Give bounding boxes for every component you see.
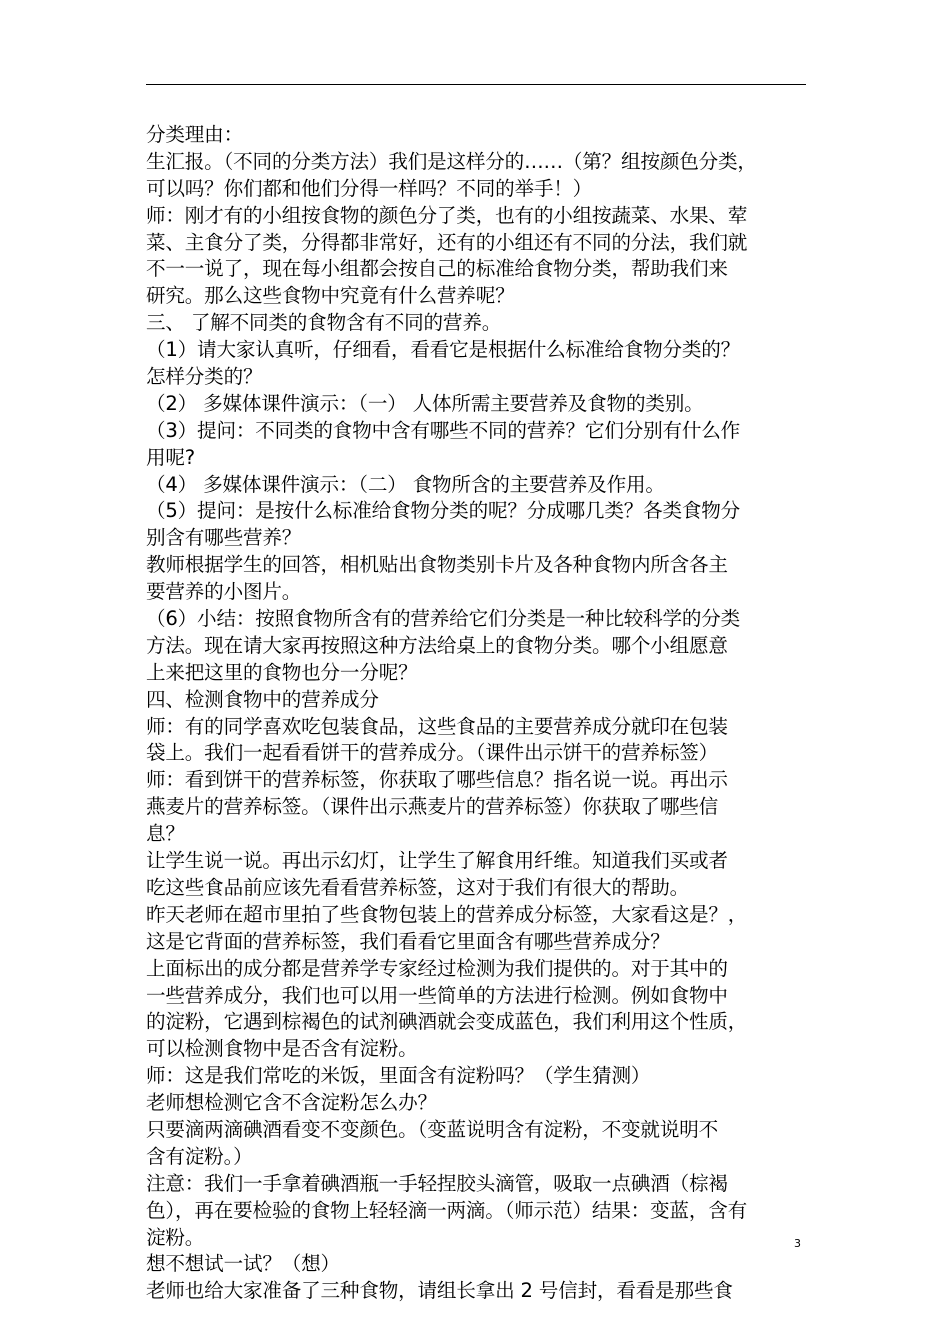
text-line: 师：看到饼干的营养标签，你获取了哪些信息？指名说一说。再出示 xyxy=(146,768,728,792)
text-line: 袋上。我们一起看看饼干的营养成分。（课件出示饼干的营养标签） xyxy=(146,741,719,765)
section-heading: 四、检测食物中的营养成分 xyxy=(146,687,379,711)
text-line: 方法。现在请大家再按照这种方法给桌上的食物分类。哪个小组愿意 xyxy=(146,633,728,657)
text-line: 淀粉。 xyxy=(146,1225,205,1249)
text-line: 让学生说一说。再出示幻灯，让学生了解食用纤维。知道我们买或者 xyxy=(146,849,728,873)
text-line: 上来把这里的食物也分一分呢？ xyxy=(146,660,418,684)
text-line: 生汇报。（不同的分类方法）我们是这样分的……（第？组按颜色分类， xyxy=(146,149,757,173)
text-line: 想不想试一试？（想） xyxy=(146,1252,340,1276)
text-line: （5）提问：是按什么标准给食物分类的呢？分成哪几类？各类食物分 xyxy=(146,499,741,523)
text-line: （2） 多媒体课件演示：（一） 人体所需主要营养及食物的类别。 xyxy=(146,391,704,415)
page-number: 3 xyxy=(794,1237,801,1250)
text-line: 上面标出的成分都是营养学专家经过检测为我们提供的。对于其中的 xyxy=(146,956,728,980)
text-line: 含有淀粉。） xyxy=(146,1144,253,1168)
text-line: 用呢? xyxy=(146,445,195,469)
header-rule xyxy=(146,84,806,85)
text-line: 分类理由： xyxy=(146,123,243,146)
text-line: 教师根据学生的回答，相机贴出食物类别卡片及各种食物内所含各主 xyxy=(146,553,728,577)
text-line: 息？ xyxy=(146,822,185,846)
text-line: 注意：我们一手拿着碘酒瓶一手轻捏胶头滴管，吸取一点碘酒（棕褐 xyxy=(146,1171,728,1195)
text-line: 这是它背面的营养标签，我们看看它里面含有哪些营养成分？ xyxy=(146,929,670,953)
text-line: （3）提问：不同类的食物中含有哪些不同的营养？它们分别有什么作 xyxy=(146,418,741,442)
section-heading: 三、 了解不同类的食物含有不同的营养。 xyxy=(146,311,502,335)
text-line: 老师想检测它含不含淀粉怎么办？ xyxy=(146,1091,437,1115)
text-line: 要营养的小图片。 xyxy=(146,580,302,604)
body-text xyxy=(146,122,806,1305)
text-line: 燕麦片的营养标签。（课件出示燕麦片的营养标签）你获取了哪些信 xyxy=(146,795,719,819)
text-line: 的淀粉，它遇到棕褐色的试剂碘酒就会变成蓝色，我们利用这个性质， xyxy=(146,1010,748,1034)
text-line: 师：有的同学喜欢吃包装食品，这些食品的主要营养成分就印在包装 xyxy=(146,714,728,738)
text-line: 可以吗？你们都和他们分得一样吗？不同的举手！） xyxy=(146,176,593,200)
text-line: （4） 多媒体课件演示：（二） 食物所含的主要营养及作用。 xyxy=(146,472,665,496)
text-line: 老师也给大家准备了三种食物，请组长拿出 2 号信封，看看是那些食 xyxy=(146,1279,733,1303)
text-line: 怎样分类的？ xyxy=(146,365,263,389)
text-line: 研究。那么这些食物中究竟有什么营养呢？ xyxy=(146,284,515,308)
text-line: 可以检测食物中是否含有淀粉。 xyxy=(146,1037,418,1061)
text-line: 昨天老师在超市里拍了些食物包装上的营养成分标签，大家看这是？， xyxy=(146,902,748,926)
text-line: 色），再在要检验的食物上轻轻滴一两滴。（师示范）结果：变蓝，含有 xyxy=(146,1198,747,1222)
text-line: 菜、主食分了类，分得都非常好，还有的小组还有不同的分法，我们就 xyxy=(146,230,748,254)
text-line: 一些营养成分，我们也可以用一些简单的方法进行检测。例如食物中 xyxy=(146,983,728,1007)
text-line: 只要滴两滴碘酒看变不变颜色。（变蓝说明含有淀粉，不变就说明不 xyxy=(146,1117,719,1141)
text-line: 别含有哪些营养？ xyxy=(146,526,302,550)
text-line: 师：这是我们常吃的米饭，里面含有淀粉吗？（学生猜测） xyxy=(146,1064,651,1088)
text-line: 师：刚才有的小组按食物的颜色分了类，也有的小组按蔬菜、水果、荤 xyxy=(146,203,748,227)
text-line: 不一一说了，现在每小组都会按自己的标准给食物分类，帮助我们来 xyxy=(146,257,728,281)
text-line: （6）小结：按照食物所含有的营养给它们分类是一种比较科学的分类 xyxy=(146,607,741,631)
text-line: 吃这些食品前应该先看看营养标签，这对于我们有很大的帮助。 xyxy=(146,875,690,899)
text-line: （1）请大家认真听，仔细看，看看它是根据什么标准给食物分类的？ xyxy=(146,338,741,362)
